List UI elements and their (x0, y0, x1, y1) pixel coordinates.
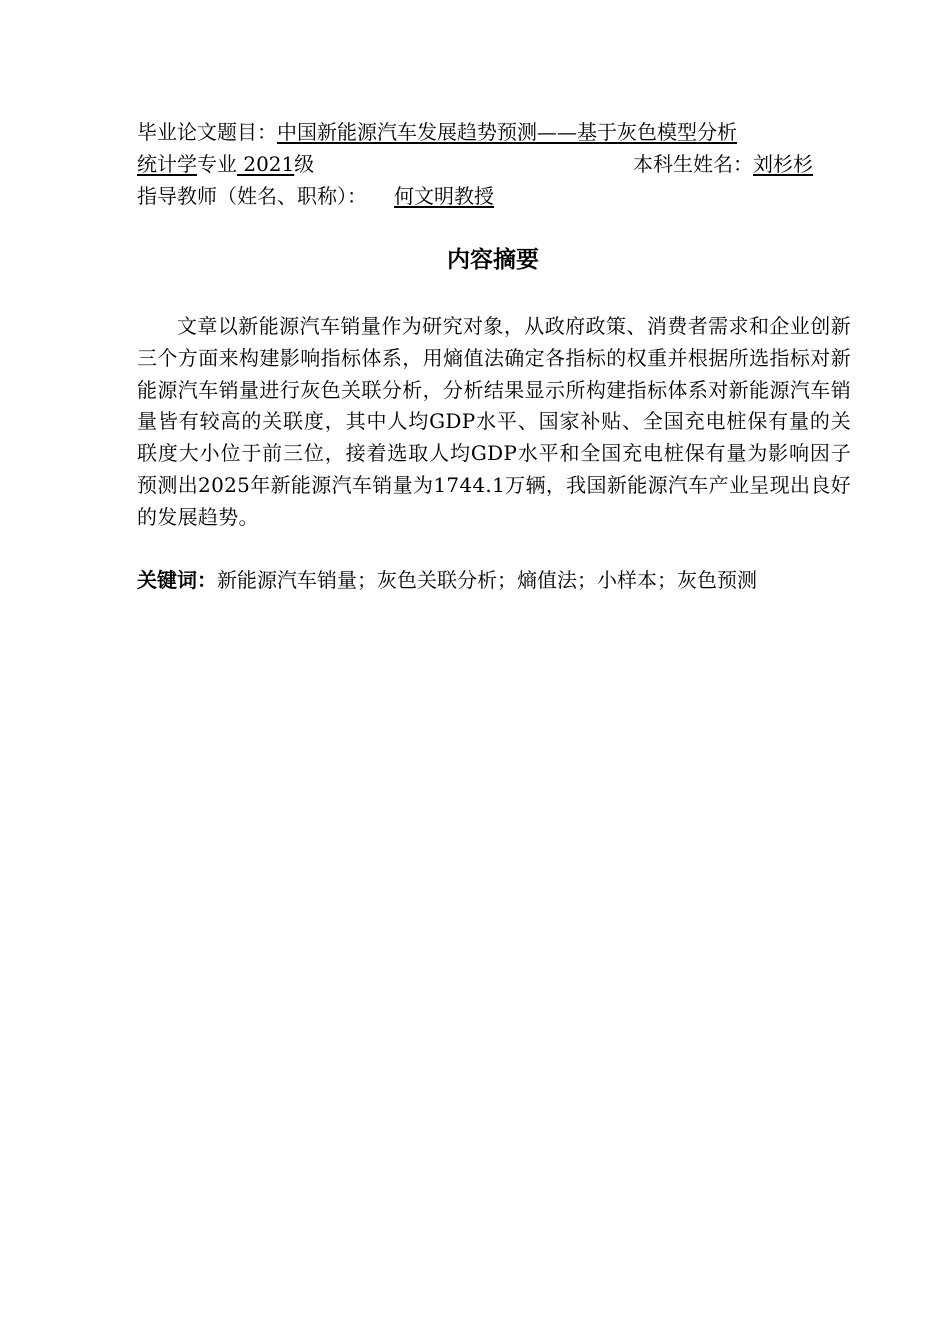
advisor-label: 指导教师（姓名、职称）： (137, 184, 367, 208)
thesis-title-line (137, 118, 737, 146)
keywords-line (137, 566, 757, 594)
major-line (137, 150, 314, 178)
student-value: 刘杉杉 (753, 152, 813, 176)
thesis-title-value: 中国新能源汽车发展趋势预测——基于灰色模型分析 (277, 120, 737, 144)
keywords-label: 关键词： (137, 568, 217, 592)
student-label: 本科生姓名： (633, 152, 753, 176)
thesis-title-label: 毕业论文题目： (137, 120, 277, 144)
advisor-value: 何文明教授 (394, 184, 494, 208)
grade-label: 级 (294, 152, 315, 176)
keywords-value: 新能源汽车销量；灰色关联分析；熵值法；小样本；灰色预测 (217, 568, 757, 592)
abstract-body: 文章以新能源汽车销量作为研究对象，从政府政策、消费者需求和企业创新三个方面来构建影响指标体系，用熵值法确定各指标的权重并根据所选指标对新能源汽车销量进行灰色关联分析，分析结果显示所构建指标体系对新能源汽车销量皆有较高的关联度，其中人均GDP水平、国家补贴、全国充电桩保有量的关联度大小位于前三位，接着选取人均GDP水平和全国充电桩保有量为影响因子预测出2025年新能源汽车销量为1744.1万辆，我国新能源汽车产业呈现出良好的发展趋势。 (137, 314, 851, 529)
abstract-heading: 内容摘要 (447, 247, 539, 273)
year-value: 2021 (237, 152, 295, 176)
student-name-line (633, 150, 831, 178)
major-value: 统计学 (137, 152, 197, 176)
advisor-line (137, 182, 521, 210)
major-label: 专业 (197, 152, 237, 176)
